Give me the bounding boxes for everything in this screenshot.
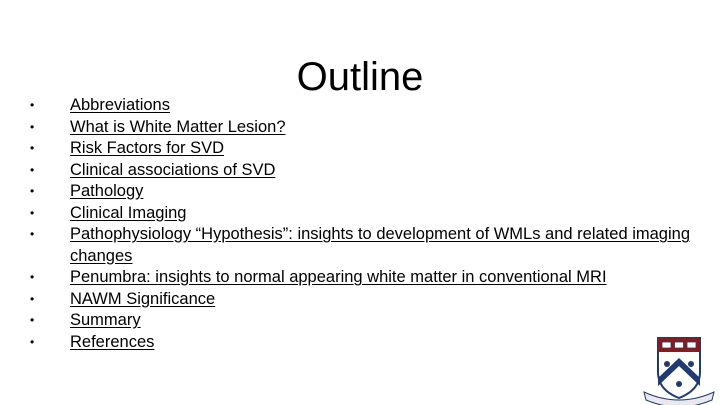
- link-nawm-significance[interactable]: NAWM Significance: [70, 289, 216, 308]
- outline-item-pathology: [22, 181, 692, 203]
- link-penumbra[interactable]: Penumbra: insights to normal appearing white matter in conventional MRI: [70, 268, 607, 286]
- link-clinical-imaging[interactable]: Clinical Imaging: [70, 203, 187, 222]
- outline-item-abbreviations: [22, 95, 692, 117]
- university-seal-icon: [638, 334, 720, 405]
- outline-item-penumbra: [22, 267, 692, 289]
- link-summary[interactable]: Summary: [70, 311, 141, 329]
- link-clinical-associations[interactable]: Clinical associations of SVD: [70, 160, 276, 179]
- link-white-matter-lesion[interactable]: What is White Matter Lesion?: [70, 117, 286, 136]
- link-pathology[interactable]: Pathology: [70, 182, 144, 200]
- bullet-icon: •: [30, 334, 35, 349]
- outline-item-references: [22, 332, 692, 354]
- bullet-icon: •: [30, 98, 35, 112]
- outline-item-summary: [22, 310, 692, 332]
- outline-item-nawm-significance: [22, 289, 692, 311]
- bullet-icon: •: [30, 119, 35, 134]
- outline-item-risk-factors: [22, 138, 692, 160]
- bullet-icon: •: [30, 291, 35, 306]
- link-references[interactable]: References: [70, 332, 155, 351]
- bullet-icon: •: [30, 227, 35, 241]
- link-pathophysiology[interactable]: Pathophysiology “Hypothesis”: insights to development of WMLs and related imaging changes: [70, 225, 690, 265]
- outline-item-white-matter-lesion: [22, 117, 692, 139]
- link-abbreviations[interactable]: Abbreviations: [70, 96, 170, 114]
- outline-item-pathophysiology: [22, 224, 692, 267]
- bullet-icon: •: [30, 270, 35, 284]
- outline-item-clinical-imaging: [22, 203, 692, 225]
- slide-title: Outline: [296, 54, 424, 99]
- link-risk-factors[interactable]: Risk Factors for SVD: [70, 139, 225, 157]
- bullet-icon: •: [30, 205, 35, 220]
- outline-item-clinical-associations: [22, 160, 692, 182]
- bullet-icon: •: [30, 141, 35, 155]
- bullet-icon: •: [30, 184, 35, 198]
- outline-list: [22, 95, 692, 353]
- bullet-icon: •: [30, 162, 35, 177]
- bullet-icon: •: [30, 313, 35, 327]
